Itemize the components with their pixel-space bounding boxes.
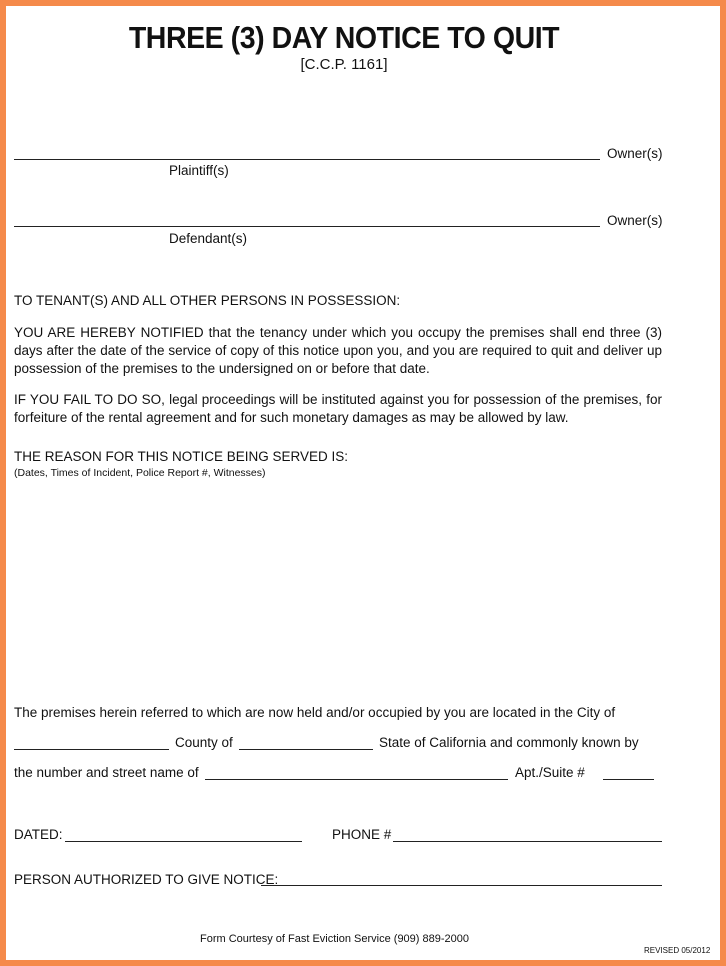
phone-line[interactable] xyxy=(393,841,662,842)
revised-date: REVISED 05/2012 xyxy=(644,946,711,955)
footer-courtesy: Form Courtesy of Fast Eviction Service (909) 889-2000 xyxy=(200,933,470,945)
reason-heading: THE REASON FOR THIS NOTICE BEING SERVED IS: xyxy=(14,449,349,464)
defendant-label: Defendant(s) xyxy=(169,231,248,246)
notice-paragraph: YOU ARE HEREBY NOTIFIED that the tenancy under which you occupy the premises shall end three (3) days after the date of the service of copy of this notice upon you, and you are required to quit and deliver up possession of the premises to the undersigned on or before that date. xyxy=(14,325,662,376)
addressee-line: TO TENANT(S) AND ALL OTHER PERSONS IN POSSESSION: xyxy=(14,293,401,308)
phone-label: PHONE # xyxy=(332,827,392,842)
authorized-line[interactable] xyxy=(261,885,662,886)
statute-reference: [C.C.P. 1161] xyxy=(300,56,388,73)
plaintiff-label: Plaintiff(s) xyxy=(169,163,229,178)
plaintiff-owner-label: Owner(s) xyxy=(607,146,663,161)
apt-line[interactable] xyxy=(603,779,654,780)
county-line[interactable] xyxy=(239,749,373,750)
city-line[interactable] xyxy=(14,749,169,750)
defendant-line[interactable] xyxy=(14,226,600,227)
failure-paragraph: IF YOU FAIL TO DO SO, legal proceedings will be instituted against you for possession of the premises, for forfeiture of the rental agreement and for such monetary damages as may be allowed by law. xyxy=(14,392,662,425)
street-line[interactable] xyxy=(205,779,508,780)
plaintiff-line[interactable] xyxy=(14,159,600,160)
defendant-owner-label: Owner(s) xyxy=(607,213,663,228)
document-title: THREE (3) DAY NOTICE TO QUIT xyxy=(128,20,560,55)
apt-label: Apt./Suite # xyxy=(515,765,585,780)
dated-label: DATED: xyxy=(14,827,63,842)
county-label: County of xyxy=(175,735,233,750)
state-text: State of California and commonly known by xyxy=(379,735,639,750)
reason-hint: (Dates, Times of Incident, Police Report #, Witnesses) xyxy=(14,467,266,479)
authorized-label: PERSON AUTHORIZED TO GIVE NOTICE: xyxy=(14,872,279,887)
premises-text: The premises herein referred to which are now held and/or occupied by you are located in the City of xyxy=(14,705,616,720)
reason-writing-area[interactable] xyxy=(14,486,664,686)
street-label: the number and street name of xyxy=(14,765,199,780)
dated-line[interactable] xyxy=(65,841,302,842)
